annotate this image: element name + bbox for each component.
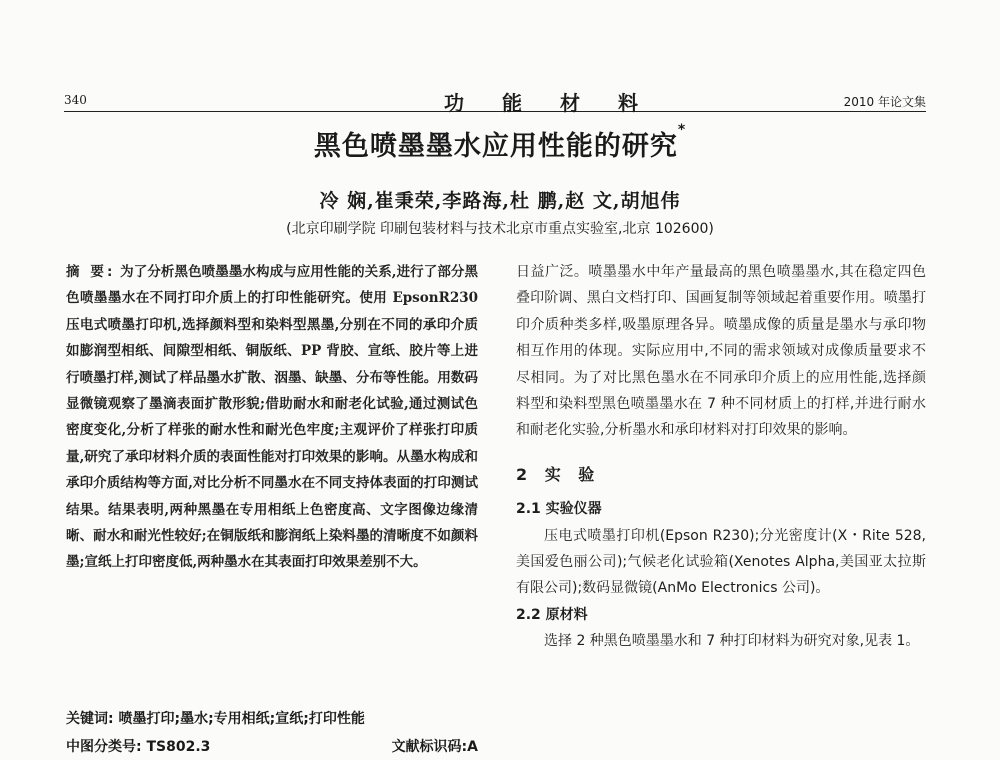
issue-label: 2010 年论文集 <box>843 95 926 109</box>
title-footnote-mark: * <box>677 122 687 138</box>
clc-value: TS802.3 <box>146 739 211 755</box>
document-code: 文献标识码:A <box>391 739 478 755</box>
paper-title <box>0 124 1000 163</box>
classification-line <box>66 736 478 756</box>
affiliation: (北京印刷学院 印刷包装材料与技术北京市重点实验室,北京 102600) <box>286 221 714 237</box>
subsection-heading-materials: 2.2 原材料 <box>516 606 588 623</box>
abstract-text: 为了分析黑色喷墨墨水构成与应用性能的关系,进行了部分黑色喷墨墨水在不同打印介质上的打印性能研究。使用 EpsonR230 压电式喷墨打印机,选择颜料型和染料型黑墨,分别在不同的承印介质如膨润型相纸、间隙型相纸、铜版纸、PP 背胶、宣纸、胶片等上进行喷墨打样,测试了样品墨水扩散、洇墨、缺墨、分布等性能。用数码显微镜观察了墨滴表面扩散形貌;借助耐水和耐老化试验,通过测试色密度变化,分析了样张的耐水性和耐光色牢度;主观评价了样张打印质量,研究了承印材料介质的表面性能对打印效果的影响。从墨水构成和承印介质结构等方面,对比分析不同墨水在不同支持体表面的打印测试结果。结果表明,两种黑墨在专用相纸上色密度高、文字图像边缘清晰、耐水和耐光性较好;在铜版纸和膨润纸上染料墨的清晰度不如颜料墨;宣纸上打印密度低,两种墨水在其表面打印效果差别不大。 <box>66 264 479 571</box>
keywords-text: 喷墨打印;墨水;专用相纸;宣纸;打印性能 <box>118 711 365 727</box>
abstract-label: 摘 要: <box>66 264 116 280</box>
running-header <box>64 91 926 115</box>
keywords-line <box>66 708 478 728</box>
section-heading-experiment: 2 实 验 <box>516 464 601 484</box>
materials-paragraph: 选择 2 种黑色喷墨墨水和 7 种打印材料为研究对象,见表 1。 <box>544 633 920 650</box>
intro-paragraph: 日益广泛。喷墨墨水中年产量最高的黑色喷墨墨水,其在稳定四色叠印阶调、黑白文档打印、国画复制等领域起着重要作用。喷墨打印介质种类多样,吸墨原理各异。喷墨成像的质量是墨水与承印物相互作用的体现。实际应用中,不同的需求领域对成像质量要求不尽相同。为了对比黑色墨水在不同承印介质上的应用性能,选择颜料型和染料型黑色喷墨墨水在 7 种不同材质上的打样,并进行耐水和耐老化实验,分析墨水和承印材料对打印效果的影响。 <box>516 264 926 439</box>
author-list: 冷 娴,崔秉荣,李路海,杜 鹏,赵 文,胡旭伟 <box>319 190 681 212</box>
keywords-label: 关键词: <box>66 711 114 727</box>
page-number: 340 <box>64 93 87 107</box>
paper-title-text: 黑色喷墨墨水应用性能的研究 <box>313 131 678 162</box>
right-column <box>516 259 926 655</box>
subsection-heading-instruments: 2.1 实验仪器 <box>516 501 602 518</box>
abstract-block <box>66 259 478 576</box>
instruments-paragraph: 压电式喷墨打印机(Epson R230);分光密度计(X・Rite 528,美国爱色丽公司);气候老化试验箱(Xenotes Alpha,美国亚太拉斯有限公司);数码显微镜(AnMo Electronics 公司)。 <box>516 527 926 597</box>
clc-label: 中图分类号: <box>66 739 142 755</box>
journal-name: 功能材料 <box>444 91 676 115</box>
